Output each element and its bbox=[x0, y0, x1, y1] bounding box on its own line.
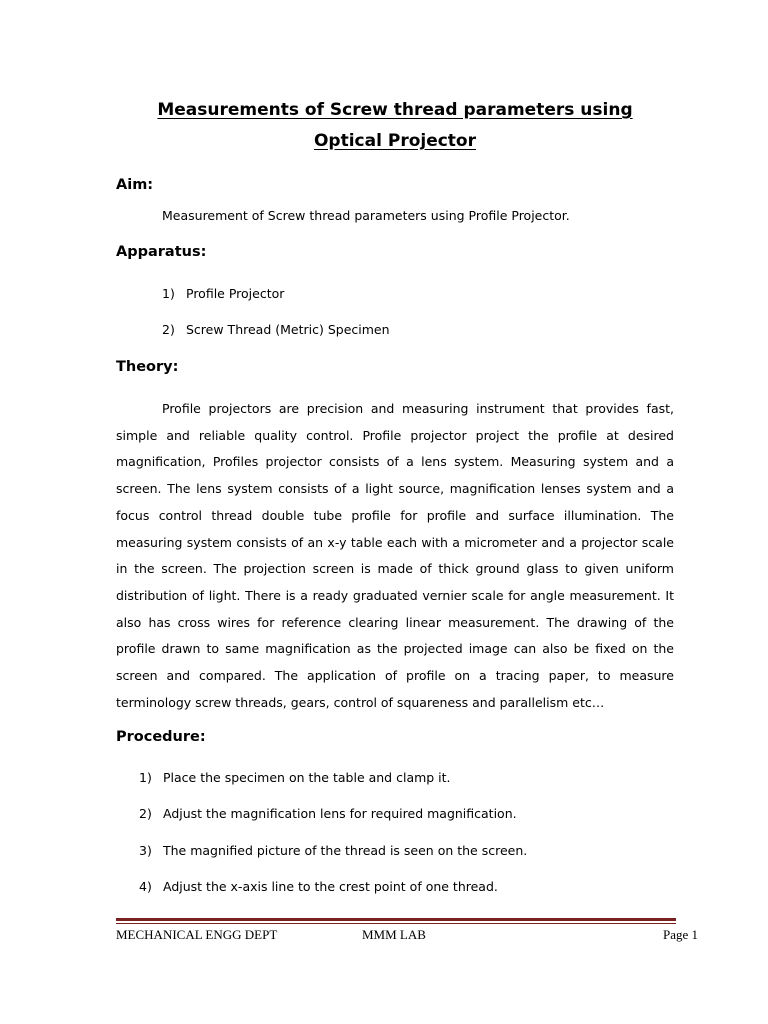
footer-page-number: Page 1 bbox=[662, 927, 698, 942]
footer-department: MECHANICAL ENGG DEPT bbox=[116, 927, 278, 942]
document-title-line-1: Measurements of Screw thread parameters using bbox=[157, 100, 633, 120]
apparatus-item-number: 2) bbox=[162, 322, 175, 337]
theory-heading: Theory: bbox=[116, 359, 179, 375]
footer-rule-thin bbox=[116, 923, 676, 924]
procedure-heading: Procedure: bbox=[116, 729, 206, 745]
procedure-step-number: 2) bbox=[139, 806, 152, 821]
procedure-step bbox=[139, 770, 451, 785]
apparatus-item bbox=[162, 322, 390, 337]
procedure-step bbox=[139, 879, 498, 894]
footer-lab-name: MMM LAB bbox=[362, 927, 426, 942]
theory-paragraph: Profile projectors are precision and measuring instrument that provides fast, simple and reliable quality control. Profile projector project the profile at desired magnification, Profiles projector consists of a lens system. Measuring system and a screen. The lens system consists of a light source, magnification lenses system and a focus control thread double tube profile for profile and surface illumination. The measuring system consists of an x-y table each with a micrometer and a projector scale in the screen. The projection screen is made of thick ground glass to given uniform distribution of light. There is a ready graduated vernier scale for angle measurement. It also has cross wires for reference clearing linear measurement. The drawing of the profile drawn to same magnification as the projected image can also be fixed on the screen and compared. The application of profile on a tracing paper, to measure terminology screw threads, gears, control of squareness and parallelism etc… bbox=[116, 401, 674, 710]
procedure-step-text: Place the specimen on the table and clamp it. bbox=[163, 770, 451, 785]
procedure-step-number: 3) bbox=[139, 843, 152, 858]
procedure-step-text: The magnified picture of the thread is seen on the screen. bbox=[163, 843, 528, 858]
apparatus-item bbox=[162, 286, 284, 301]
apparatus-heading: Apparatus: bbox=[116, 244, 207, 260]
procedure-step-number: 4) bbox=[139, 879, 152, 894]
document-title-line-2: Optical Projector bbox=[313, 131, 476, 151]
procedure-step-text: Adjust the magnification lens for required magnification. bbox=[163, 806, 517, 821]
aim-text: Measurement of Screw thread parameters using Profile Projector. bbox=[162, 208, 570, 223]
apparatus-item-text: Profile Projector bbox=[186, 286, 285, 301]
procedure-step bbox=[139, 806, 517, 821]
procedure-step-number: 1) bbox=[139, 770, 152, 785]
procedure-step-text: Adjust the x-axis line to the crest point of one thread. bbox=[163, 879, 498, 894]
apparatus-item-text: Screw Thread (Metric) Specimen bbox=[186, 322, 390, 337]
procedure-step bbox=[139, 843, 527, 858]
apparatus-item-number: 1) bbox=[162, 286, 175, 301]
aim-heading: Aim: bbox=[116, 177, 154, 193]
footer-rule-thick bbox=[116, 918, 676, 921]
